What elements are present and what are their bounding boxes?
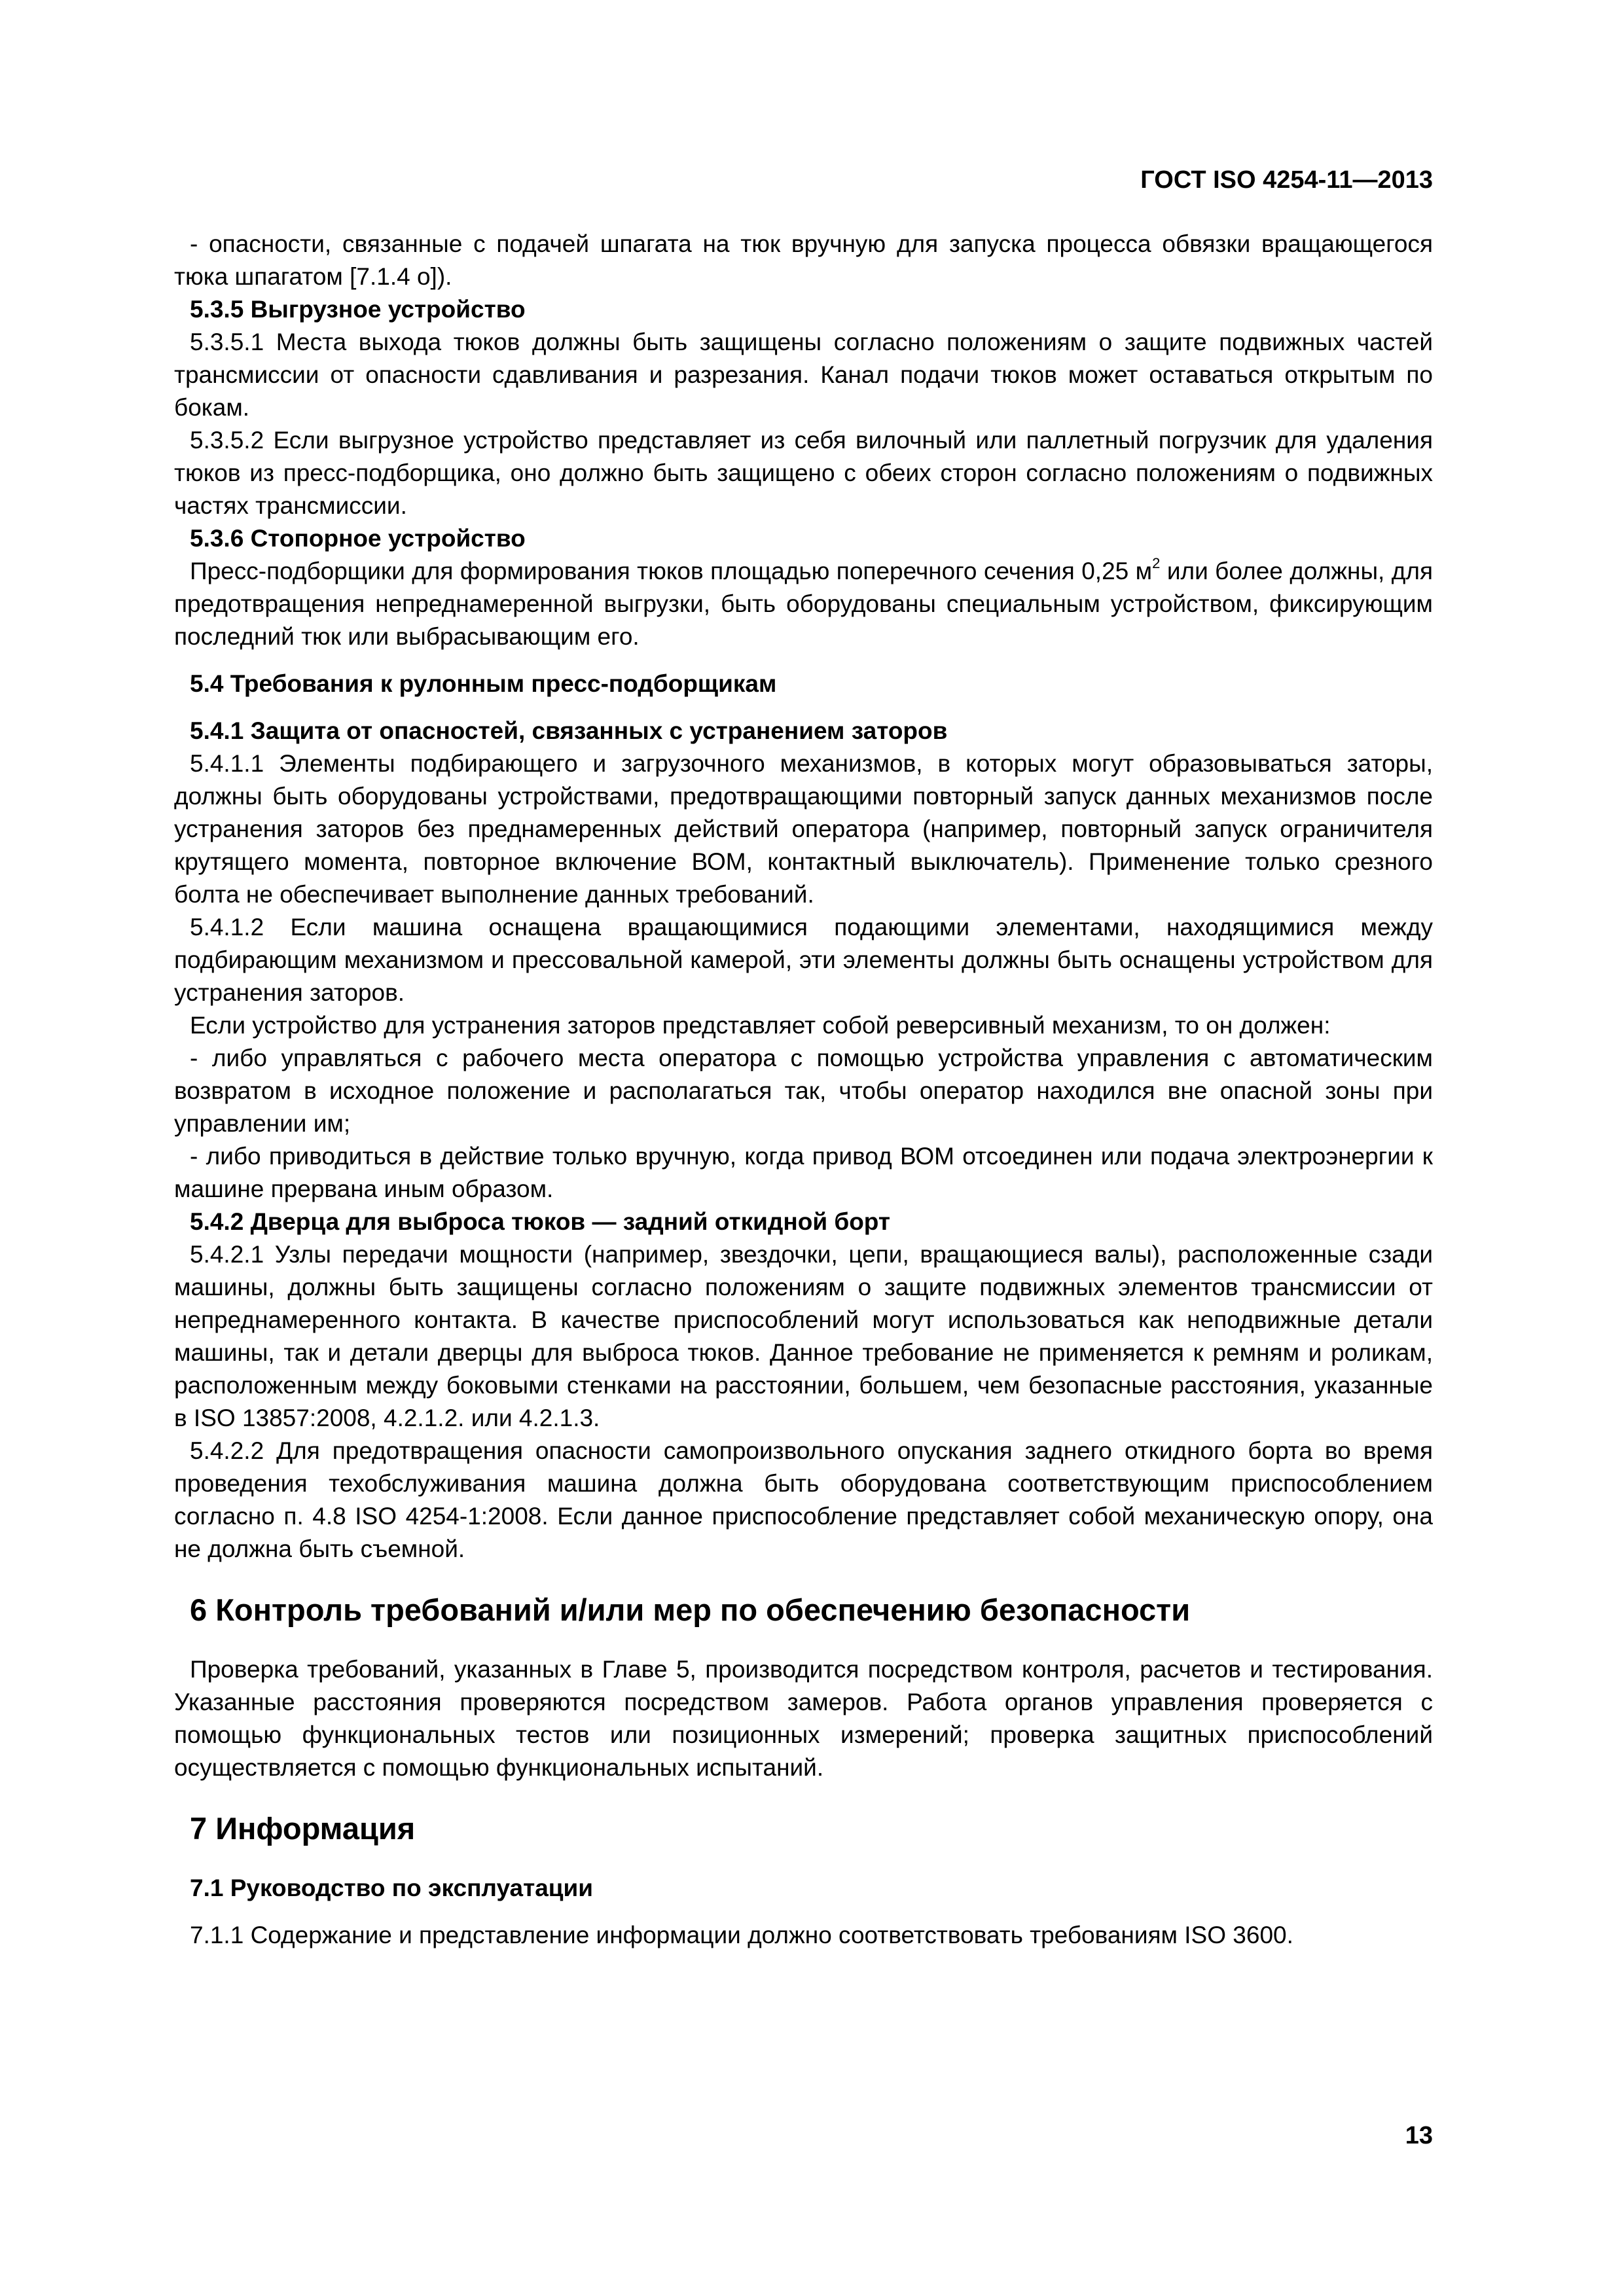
superscript-squared: 2 [1152, 554, 1161, 571]
paragraph-5-4-1-1: 5.4.1.1 Элементы подбирающего и загрузочного механизмов, в которых могут образовываться заторы, должны быть оборудованы устройствами, предотвращающими повторный запуск данных механизмов после устранения заторов без преднамеренных действий оператора (например, повторный запуск ограничителя крутящего момента, повторное включение ВОМ, контактный выключатель). Применение только срезного болта не обеспечивает выполнение данных требований. [174, 750, 1433, 908]
paragraph-5-3-6-part-b: или более должны, для предотвращения непреднамеренной выгрузки, быть оборудованы специальным устройством, фиксирующим последний тюк или выбрасывающим его. [174, 558, 1433, 650]
paragraph-5-3-6-part-a: Пресс-подборщики для формирования тюков площадью поперечного сечения 0,25 м [190, 558, 1153, 584]
paragraph-7-1-1: 7.1.1 Содержание и представление информации должно соответствовать требованиям ISO 3600. [190, 1922, 1293, 1948]
page-content [174, 228, 1433, 1952]
paragraph-section-6: Проверка требований, указанных в Главе 5, производится посредством контроля, расчетов и тестирования. Указанные расстояния проверяются посредством замеров. Работа органов управления проверяется с помощью функциональных тестов или позиционных измерений; проверка защитных приспособлений осуществляется с помощью функциональных испытаний. [174, 1656, 1433, 1781]
paragraph-5-4-1-2: 5.4.1.2 Если машина оснащена вращающимися подающими элементами, находящимися между подбирающим механизмом и прессовальной камерой, эти элементы должны быть оснащены устройством для устранения заторов. [174, 914, 1433, 1006]
heading-7-1: 7.1 Руководство по эксплуатации [190, 1874, 594, 1901]
paragraph-5-3-5-2: 5.3.5.2 Если выгрузное устройство представляет из себя вилочный или паллетный погрузчик для удаления тюков из пресс-подборщика, оно должно быть защищено с обеих сторон согласно положениям о подвижных частях трансмиссии. [174, 427, 1433, 519]
paragraph-reverse-mechanism: Если устройство для устранения заторов представляет собой реверсивный механизм, то он должен: [190, 1012, 1331, 1039]
heading-5-4-2: 5.4.2 Дверца для выброса тюков — задний откидной борт [190, 1208, 891, 1235]
heading-section-7: 7 Информация [190, 1811, 416, 1846]
paragraph-5-3-6 [174, 555, 1433, 653]
heading-5-4: 5.4 Требования к рулонным пресс-подборщикам [190, 670, 777, 697]
document-header: ГОСТ ISO 4254-11—2013 [1140, 166, 1433, 194]
paragraph-5-4-2-1: 5.4.2.1 Узлы передачи мощности (например, звездочки, цепи, вращающиеся валы), расположенные сзади машины, должны быть защищены согласно положениям о защите подвижных элементов трансмиссии от непреднамеренного контакта. В качестве приспособлений могут использоваться как неподвижные детали машины, так и детали дверцы для выброса тюков. Данное требование не применяется к ремням и роликам, расположенным между боковыми стенками на расстоянии, большем, чем безопасные расстояния, указанные в ISO 13857:2008, 4.2.1.2. или 4.2.1.3. [174, 1241, 1433, 1431]
list-item-operator-control: - либо управляться с рабочего места оператора с помощью устройства управления с автоматическим возвратом в исходное положение и располагаться так, чтобы оператор находился вне опасной зоны при управлении им; [174, 1045, 1433, 1137]
paragraph-hazard-twine: - опасности, связанные с подачей шпагата на тюк вручную для запуска процесса обвязки вращающегося тюка шпагатом [7.1.4 о]). [174, 230, 1433, 290]
list-item-manual-operation: - либо приводиться в действие только вручную, когда привод ВОМ отсоединен или подача электроэнергии к машине прервана иным образом. [174, 1143, 1433, 1202]
page-number: 13 [1405, 2122, 1433, 2149]
paragraph-5-3-5-1: 5.3.5.1 Места выхода тюков должны быть защищены согласно положениям о защите подвижных частей трансмиссии от опасности сдавливания и разрезания. Канал подачи тюков может оставаться открытым по бокам. [174, 329, 1433, 421]
paragraph-5-4-2-2: 5.4.2.2 Для предотвращения опасности самопроизвольного опускания заднего откидного борта во время проведения техобслуживания машина должна быть оборудована соответствующим приспособлением согласно п. 4.8 ISO 4254-1:2008. Если данное приспособление представляет собой механическую опору, она не должна быть съемной. [174, 1437, 1433, 1562]
heading-5-4-1: 5.4.1 Защита от опасностей, связанных с устранением заторов [190, 717, 948, 744]
heading-section-6: 6 Контроль требований и/или мер по обеспечению безопасности [190, 1592, 1191, 1627]
heading-5-3-5: 5.3.5 Выгрузное устройство [190, 296, 526, 323]
heading-5-3-6: 5.3.6 Стопорное устройство [190, 525, 526, 552]
